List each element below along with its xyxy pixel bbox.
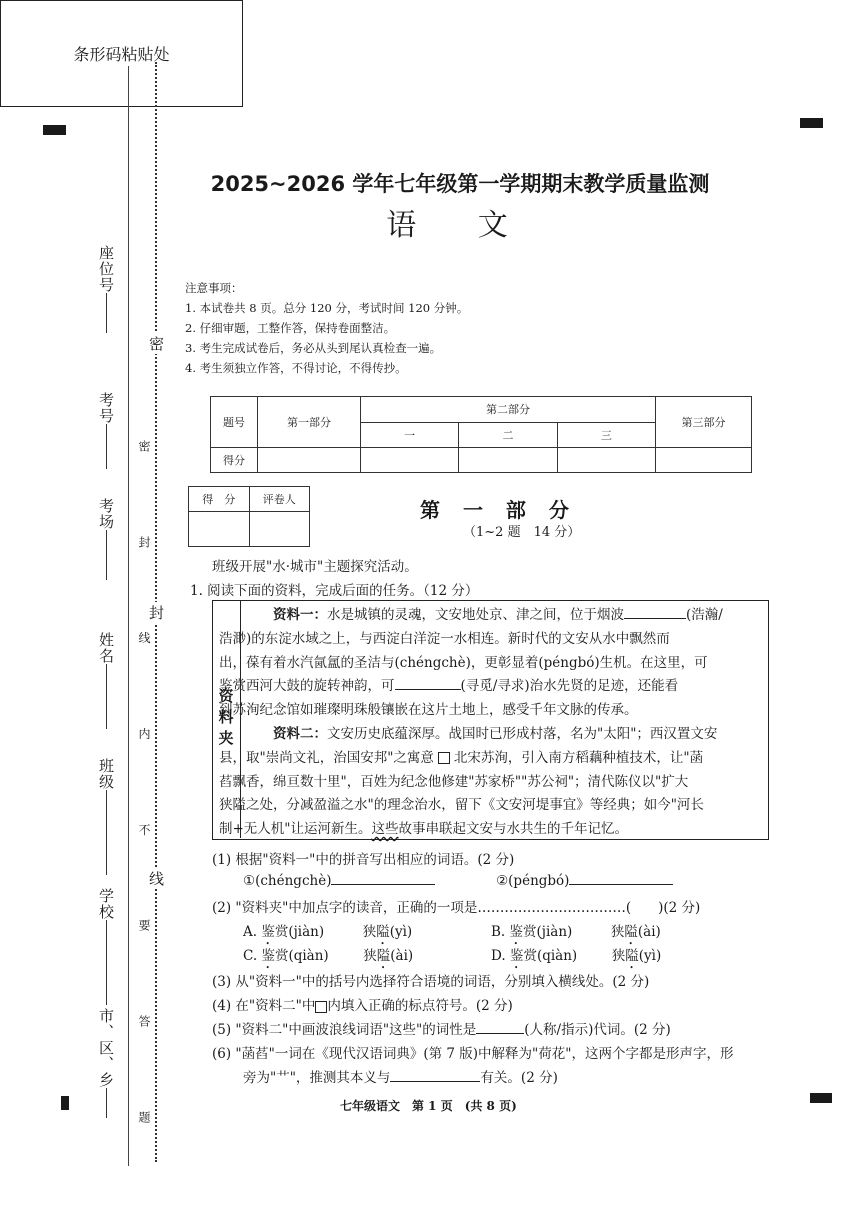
- margin-field-seat-label: 座位号: [97, 245, 115, 293]
- subq-6-text-b: 有关。(2 分): [480, 1070, 558, 1086]
- margin-field-exam-room: [96, 498, 117, 580]
- material-1-title: 资料一：: [273, 607, 327, 623]
- subq-5-text-b: (人称/指示)代词。(2 分): [524, 1022, 671, 1038]
- margin-field-exam-room-label: 考场: [97, 498, 115, 530]
- material-2-text-d: 萏飘香，绵亘数十里"，百姓为纪念他修建"苏家桥""苏公祠"；清代陈仪以"扩大: [219, 773, 689, 790]
- punctuation-box[interactable]: [438, 752, 450, 764]
- seal-char-mi: 密: [149, 335, 165, 353]
- score-table-part2-sub-1: 一: [361, 422, 459, 448]
- option-a-reading-2: (yì): [389, 924, 413, 940]
- part1-title: 第 一 部 分: [420, 498, 577, 522]
- material-1-text-e: 鉴赏西河大鼓的旋转神韵，可: [219, 678, 395, 695]
- material-1-text-g: 到苏洵纪念馆如璀璨明珠般镶嵌在这片土地上，感受千年文脉的传承。: [219, 702, 638, 719]
- blank-xunmi[interactable]: [395, 677, 461, 690]
- subq-6-blank[interactable]: [390, 1069, 480, 1082]
- grader-score-cell[interactable]: [189, 512, 250, 547]
- material-2: [219, 723, 762, 842]
- score-cell-part3[interactable]: [656, 448, 752, 473]
- subq-1: (1) 根据"资料一"中的拼音写出相应的词语。(2 分): [212, 852, 515, 868]
- score-table: [210, 396, 752, 473]
- subq-5: [212, 1018, 671, 1038]
- barcode-label: 条形码粘贴处: [73, 45, 170, 64]
- notice-item-4: 4. 考生须独立作答，不得讨论，不得传抄。: [185, 361, 407, 375]
- option-a-letter: A.: [243, 924, 262, 940]
- margin-field-school-label: 学校: [97, 888, 115, 920]
- subq-4-text-a: (4) 在"资料二"中: [212, 998, 316, 1014]
- barcode-area: [0, 0, 243, 107]
- material-1: [219, 604, 762, 723]
- subq-4-box-icon: [315, 1001, 327, 1013]
- subq-5-blank[interactable]: [476, 1021, 524, 1034]
- registration-mark-top-right: [800, 118, 823, 128]
- material-2-text-b: 县，取"崇尚文礼，治国安邦"之寓意: [219, 749, 434, 766]
- margin-field-district: [96, 1008, 117, 1118]
- option-b-char-2: 狭: [610, 924, 625, 940]
- exam-subject: 语 文: [386, 208, 534, 243]
- option-c-char: 赏: [274, 948, 289, 964]
- answer-blank-chengche[interactable]: [331, 872, 435, 885]
- registration-mark-bottom-left: [61, 1096, 69, 1110]
- part1-subtitle: （1~2 题 14 分）: [463, 525, 581, 540]
- seal-warning-text: 密 封 线 内 不 要 答 题: [137, 440, 151, 1163]
- option-a-reading-1: (jiàn): [288, 924, 325, 940]
- material-1-text-d: 出，葆有着水汽氤氲的圣洁与(chéngchè)，更彰显着(péngbó)生机。在这里，可: [219, 654, 708, 671]
- registration-mark-top-left: [43, 125, 66, 135]
- margin-field-name-label: 姓名: [97, 632, 115, 664]
- option-d-dot-char: 鉴: [509, 948, 524, 964]
- registration-mark-bottom-right: [810, 1093, 832, 1103]
- margin-field-class: [96, 758, 117, 875]
- margin-field-district-label: 市、区、乡: [97, 1008, 115, 1088]
- wavy-word-zhexie: 这些: [371, 821, 399, 838]
- activity-intro: 班级开展"水·城市"主题探究活动。: [212, 559, 418, 575]
- score-table-part3: 第三部分: [656, 397, 752, 448]
- option-d-char: 赏: [523, 948, 537, 964]
- option-c-reading-1: (qiàn): [288, 948, 329, 964]
- score-cell-part2-2[interactable]: [459, 448, 557, 473]
- score-table-part1: 第一部分: [258, 397, 361, 448]
- score-cell-part1[interactable]: [258, 448, 361, 473]
- option-d-dot-char-2: 隘: [625, 948, 639, 964]
- subq-1-a-label: ①(chéngchè): [243, 873, 332, 889]
- option-b-char: 赏: [523, 924, 537, 940]
- material-1-text-c: 浩渺)的东淀水域之上，与西淀白洋淀一水相连。新时代的文安从水中飘然而: [219, 630, 670, 647]
- material-2-text-c: 北宋苏洵，引入南方稻藕种植技术，让"菡: [453, 749, 704, 766]
- option-b-reading-1: (jiàn): [536, 924, 573, 940]
- score-table-part2-sub-2: 二: [459, 422, 557, 448]
- score-cell-part2-1[interactable]: [361, 448, 459, 473]
- material-2-title: 资料二：: [273, 725, 327, 742]
- option-a-char-2: 狭: [362, 924, 377, 940]
- score-table-part2-sub-3: 三: [557, 422, 655, 448]
- seal-char-feng: 封: [149, 604, 165, 622]
- material-2-text-g: 故事串联起文安与水共生的千年记忆。: [398, 821, 629, 838]
- material-1-text-b: (浩瀚/: [686, 607, 723, 623]
- subq-6-line-1: (6) "菡萏"一词在《现代汉语词典》(第 7 版)中解释为"荷花"，这两个字都是形声字，形: [212, 1046, 734, 1062]
- subq-2-option-c[interactable]: [243, 944, 413, 972]
- margin-field-seat: [96, 245, 117, 333]
- notice-item-2: 2. 仔细审题，工整作答，保持卷面整洁。: [185, 321, 396, 335]
- blank-haohan[interactable]: [624, 606, 686, 619]
- subq-6-text-a: 旁为"艹"，推测其本义与: [243, 1070, 391, 1086]
- option-c-reading-2: (ài): [390, 948, 414, 964]
- margin-field-class-label: 班级: [97, 758, 115, 790]
- exam-title: 2025~2026 学年七年级第一学期期末教学质量监测: [210, 172, 710, 196]
- margin-edge-line: [128, 66, 129, 1166]
- option-d-letter: D.: [491, 948, 510, 964]
- subq-1-answers: [243, 872, 673, 889]
- material-1-text-a: 水是城镇的灵魂，文安地处京、津之间，位于烟波: [327, 607, 624, 623]
- option-a-char: 赏: [274, 924, 289, 940]
- grader-name-cell[interactable]: [249, 512, 309, 547]
- margin-field-exam-number: [96, 392, 117, 469]
- notice-heading: 注意事项：: [185, 281, 243, 295]
- option-a-dot-char-2: 隘: [376, 924, 390, 940]
- option-b-dot-char: 鉴: [509, 924, 524, 940]
- option-a-dot-char: 鉴: [261, 924, 275, 940]
- materials-label: 资料夹: [216, 687, 235, 751]
- option-d-reading-2: (yì): [638, 948, 662, 964]
- page-footer: 七年级语文 第 1 页 (共 8 页): [340, 1099, 517, 1113]
- material-2-text-a: 文安历史底蕴深厚。战国时已形成村落，名为"太阳"；西汉置文安: [327, 725, 718, 742]
- margin-field-exam-number-label: 考号: [97, 392, 115, 424]
- subq-2: (2) "资料夹"中加点字的读音，正确的一项是……………………………( )(2 分): [212, 900, 701, 916]
- subq-4-text-b: 内填入正确的标点符号。(2 分): [327, 998, 513, 1014]
- score-table-part2: 第二部分: [361, 397, 656, 423]
- material-2-text-f: 制+无人机"让运河新生。: [219, 821, 372, 838]
- grader-table: [188, 486, 310, 547]
- option-b-reading-2: (ài): [637, 924, 661, 940]
- score-table-score-label: 得分: [211, 448, 258, 473]
- margin-field-name: [96, 632, 117, 729]
- option-d-char-2: 狭: [611, 948, 626, 964]
- grader-table-grader-label: 评卷人: [249, 487, 309, 512]
- subq-6-line-2: [243, 1066, 558, 1086]
- subq-2-option-d[interactable]: [491, 944, 661, 972]
- option-b-dot-char-2: 隘: [624, 924, 638, 940]
- score-cell-part2-3[interactable]: [557, 448, 655, 473]
- subq-4: [212, 994, 513, 1014]
- notice-item-1: 1. 本试卷共 8 页。总分 120 分，考试时间 120 分钟。: [185, 301, 469, 315]
- subq-1-b-label: ②(péngbó): [496, 873, 570, 889]
- notice-block: [185, 278, 468, 378]
- grader-table-score-label: 得 分: [189, 487, 250, 512]
- option-c-dot-char: 鉴: [261, 948, 275, 964]
- option-c-dot-char-2: 隘: [376, 948, 391, 964]
- seal-char-xian: 线: [149, 870, 165, 888]
- option-c-char-2: 狭: [363, 948, 377, 964]
- subq-3: (3) 从"资料一"中的括号内选择符合语境的词语，分别填入横线处。(2 分): [212, 974, 650, 990]
- material-2-text-e: 狭隘之处，分减盈溢之水"的理念治水，留下《文安河堤事宜》等经典；如今"河长: [219, 797, 704, 814]
- question-1-heading: 1. 阅读下面的资料，完成后面的任务。（12 分）: [190, 583, 479, 599]
- option-d-reading-1: (qiàn): [536, 948, 578, 964]
- subq-5-text-a: (5) "资料二"中画波浪线词语"这些"的词性是: [212, 1022, 477, 1038]
- score-table-q-label: 题号: [211, 397, 258, 448]
- answer-blank-pengbo[interactable]: [569, 872, 673, 885]
- notice-item-3: 3. 考生完成试卷后，务必从头到尾认真检查一遍。: [185, 341, 442, 355]
- option-c-letter: C.: [243, 948, 262, 964]
- option-b-letter: B.: [491, 924, 510, 940]
- material-1-text-f: (寻觅/寻求)治水先贤的足迹，还能看: [460, 678, 679, 695]
- margin-field-school: [96, 888, 117, 1005]
